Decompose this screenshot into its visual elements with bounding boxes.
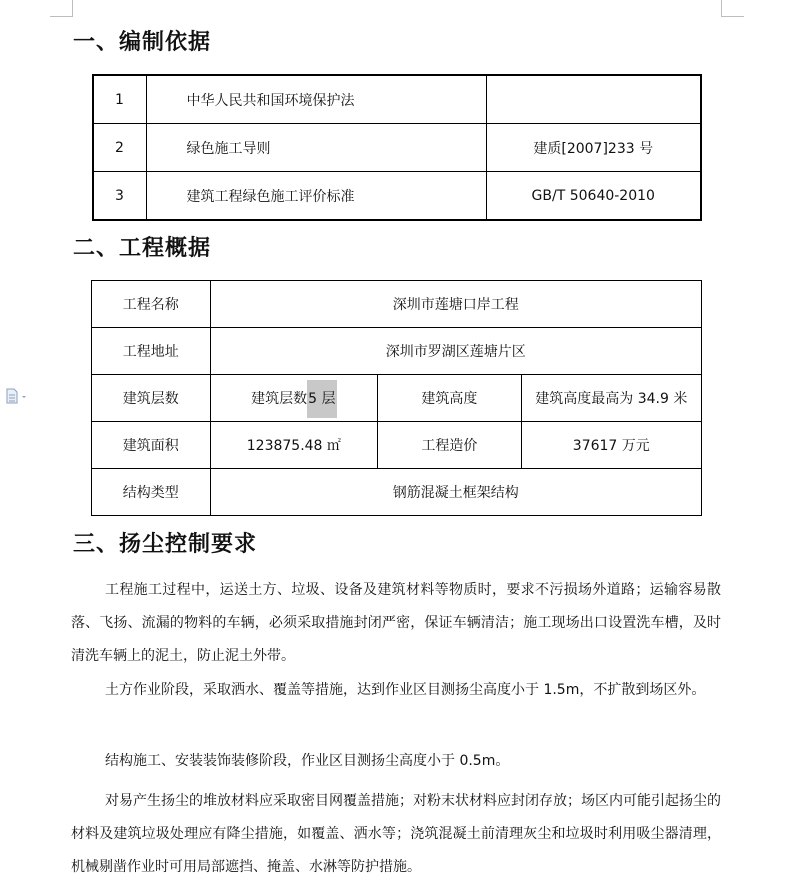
- cost-value: 37617 万元: [521, 422, 701, 469]
- project-name-value: 深圳市莲塘口岸工程: [210, 281, 701, 328]
- table-row: [92, 281, 702, 328]
- table-row: [93, 124, 701, 172]
- floors-label: 建筑层数: [92, 375, 211, 422]
- paragraph-options-icon[interactable]: [5, 388, 31, 404]
- area-value: 123875.48 ㎡: [210, 422, 378, 469]
- basis-no: 2: [93, 124, 146, 172]
- crop-mark-top-right: [721, 0, 744, 17]
- project-address-label: 工程地址: [92, 328, 211, 375]
- basis-no: 3: [93, 172, 146, 221]
- section-heading-dust-control: 三、扬尘控制要求: [73, 531, 258, 557]
- cost-label: 工程造价: [378, 422, 521, 469]
- section-heading-overview: 二、工程概据: [73, 235, 212, 261]
- basis-table: [92, 74, 702, 221]
- project-name-label: 工程名称: [92, 281, 211, 328]
- basis-name: 建筑工程绿色施工评价标准: [146, 172, 486, 221]
- section-heading-basis: 一、编制依据: [73, 29, 212, 55]
- basis-name: 绿色施工导则: [146, 124, 486, 172]
- basis-name: 中华人民共和国环境保护法: [146, 75, 486, 124]
- area-label: 建筑面积: [92, 422, 211, 469]
- table-row: [93, 75, 701, 124]
- overview-table: [91, 280, 702, 516]
- basis-code: [486, 75, 701, 124]
- paragraph: 工程施工过程中，运送土方、垃圾、设备及建筑材料等物质时，要求不污损场外道路；运输容易散落、飞扬、流漏的物料的车辆，必须采取措施封闭严密，保证车辆清洁；施工现场出口设置洗车槽，及时清洗车辆上的泥土，防止泥土外带。: [71, 582, 721, 664]
- project-address-value: 深圳市罗湖区莲塘片区: [210, 328, 701, 375]
- structure-label: 结构类型: [92, 469, 211, 516]
- basis-code: 建质[2007]233 号: [486, 124, 701, 172]
- structure-value: 钢筋混凝土框架结构: [210, 469, 701, 516]
- floors-value-prefix: 建筑层数: [251, 391, 308, 407]
- floors-value-highlight: 5 层: [307, 380, 336, 418]
- basis-code: GB/T 50640-2010: [486, 172, 701, 221]
- height-value: 建筑高度最高为 34.9 米: [521, 375, 701, 422]
- table-row: [92, 422, 702, 469]
- floors-value: [210, 375, 378, 422]
- paragraph: 土方作业阶段，采取洒水、覆盖等措施，达到作业区目测扬尘高度小于 1.5m，不扩散到场区外。: [105, 682, 706, 698]
- table-row: [93, 172, 701, 221]
- paragraph: 结构施工、安装装饰装修阶段，作业区目测扬尘高度小于 0.5m。: [105, 753, 510, 769]
- paragraph: 对易产生扬尘的堆放材料应采取密目网覆盖措施；对粉末状材料应封闭存放；场区内可能引起扬尘的材料及建筑垃圾处理应有降尘措施，如覆盖、洒水等；浇筑混凝土前清理灰尘和垃圾时利用吸尘器清理，机械剔凿作业时可用局部遮挡、掩盖、水淋等防护措施。: [71, 793, 721, 875]
- table-row: [92, 375, 702, 422]
- table-row: [92, 328, 702, 375]
- height-label: 建筑高度: [378, 375, 521, 422]
- basis-no: 1: [93, 75, 146, 124]
- crop-mark-top-left: [50, 0, 73, 17]
- table-row: [92, 469, 702, 516]
